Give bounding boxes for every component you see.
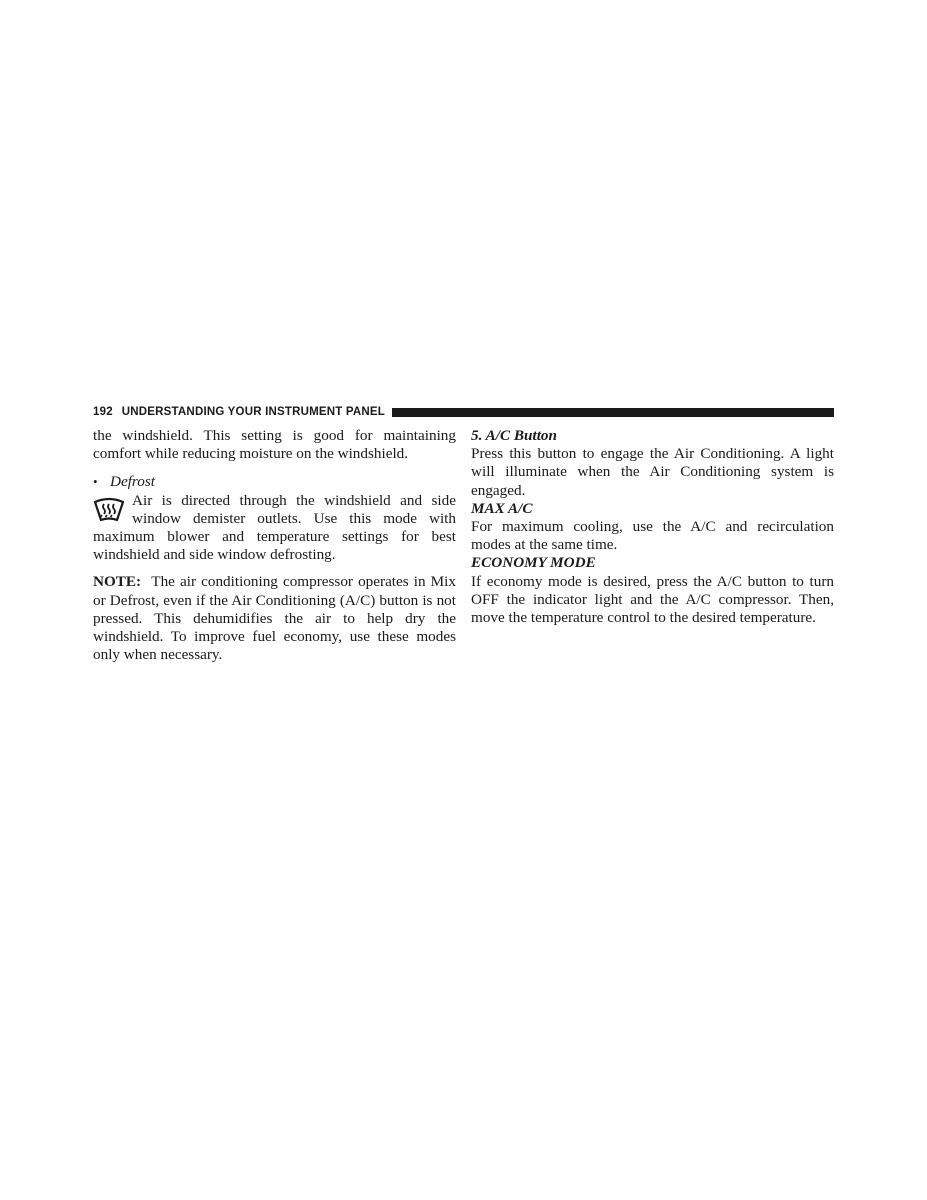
note-label: NOTE:: [93, 573, 142, 591]
intro-paragraph: the windshield. This setting is good for maintaining comfort while reducing moisture on the windshield.: [93, 427, 456, 463]
bullet-symbol: •: [93, 474, 98, 490]
windshield-defrost-icon: [93, 495, 125, 523]
note-text: The air conditioning compressor operates in Mix or Defrost, even if the Air Conditioning (A/C) button is not pressed. This dehumidifies the air to help dry the windshield. To improve fuel economy, use these modes only when necessary.: [93, 573, 456, 664]
defrost-description: [93, 492, 456, 565]
ac-button-heading: 5. A/C Button: [471, 427, 557, 444]
defrost-text: Air is directed through the windshield and side window demister outlets. Use this mode with maximum blower and temperature settings for best windshield and side window defrosting.: [93, 491, 456, 564]
page-number: 192: [93, 406, 113, 418]
defrost-bullet: [93, 473, 456, 491]
note-paragraph: [93, 573, 456, 664]
header-rule: [392, 408, 834, 417]
economy-mode-heading: ECONOMY MODE: [471, 554, 596, 572]
page-header: [93, 405, 834, 419]
left-column: [93, 427, 456, 664]
economy-mode-text: If economy mode is desired, press the A/C button to turn OFF the indicator light and the A/C compressor. Then, move the temperature control to the desired temperature.: [471, 572, 834, 627]
right-column: [471, 427, 834, 627]
max-ac-heading: MAX A/C: [471, 499, 533, 517]
section-title: UNDERSTANDING YOUR INSTRUMENT PANEL: [121, 406, 385, 418]
max-ac-text: For maximum cooling, use the A/C and recirculation modes at the same time.: [471, 518, 834, 554]
defrost-heading: Defrost: [110, 473, 155, 491]
ac-button-text: Press this button to engage the Air Conditioning. A light will illuminate when the Air Conditioning system is engaged.: [471, 445, 834, 499]
